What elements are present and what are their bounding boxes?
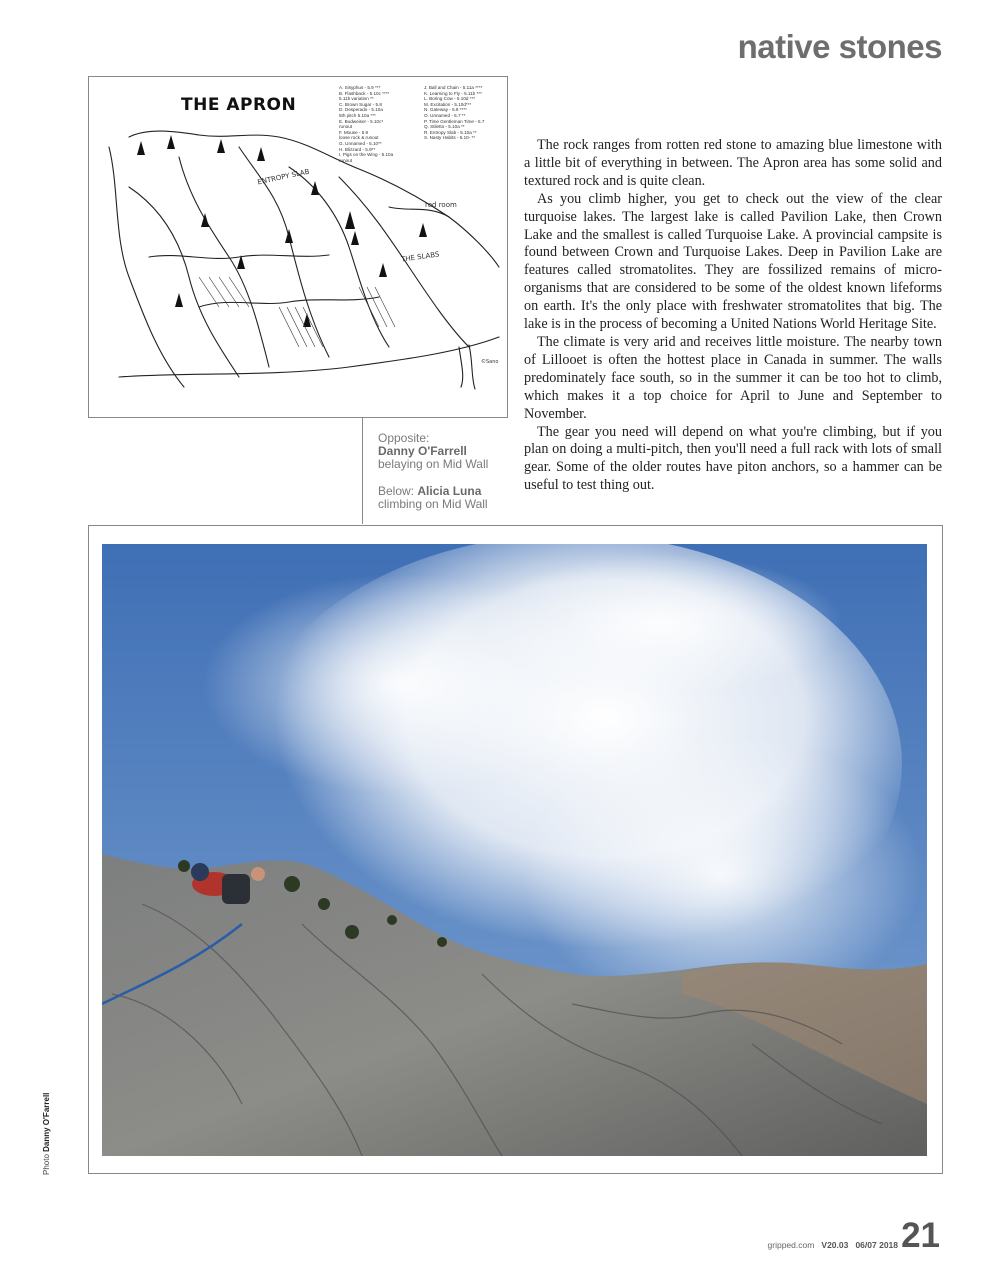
- credit-label: Photo: [42, 1154, 51, 1175]
- caption-below-label: Below:: [378, 484, 415, 498]
- caption-below-name: Alicia Luna: [417, 484, 482, 498]
- page-footer: [768, 1240, 898, 1250]
- legend-entry: I. Pigs on the Wing - 5.10a: [339, 152, 394, 158]
- page-number: 21: [901, 1216, 940, 1255]
- legend-entry: A. Sisyphus - 5.9 ***: [339, 85, 381, 90]
- map-label-entropy: ENTROPY SLAB: [256, 167, 311, 187]
- footer-volume: V20.03: [821, 1240, 849, 1250]
- legend-entry: E. Budweiser - 5.10c*: [339, 118, 384, 124]
- legend-entry: runout: [339, 157, 353, 163]
- legend-entry: runout: [339, 124, 353, 130]
- legend-entry: R. Entropy Slab - 5.10a **: [424, 129, 477, 135]
- legend-entry: loose rock & runout: [339, 135, 379, 141]
- legend-entry: K. Learning to Fly - 5.11b ***: [424, 90, 482, 96]
- article-paragraph: The rock ranges from rotten red stone to amazing blue limestone with a little bit of everything in between. The Apron area has some solid and textured rock and is quite clean.: [524, 137, 942, 189]
- caption-opposite-name: Danny O'Farrell: [378, 444, 467, 458]
- legend-entry: O. Unnamed - 5.7 **: [424, 112, 466, 118]
- legend-entry: L. Boring Cow - 5.10d ***: [424, 96, 476, 102]
- caption-below-text: climbing on Mid Wall: [378, 497, 488, 511]
- article-paragraph: The climate is very arid and receives little moisture. The nearby town of Lillooet is often the hottest place in Canada in summer. The walls predominately face south, so in the summer it can be too hot to climb, which makes it a top choice for April to June and September to November.: [524, 333, 942, 422]
- article-paragraph: The gear you need will depend on what you're climbing, but if you plan on doing a multi-pitch, then you'll need a full rack with lots of small gear. Some of the older routes have piton anchors, so a hammer can be useful to test thing out.: [524, 423, 942, 494]
- map-label-red-room: red room: [425, 201, 457, 209]
- legend-entry: D. Desperado - 5.10a: [339, 107, 383, 113]
- credit-name: Danny O'Farrell: [42, 1092, 51, 1152]
- footer-date: 06/07 2018: [855, 1240, 898, 1250]
- caption-opposite-text: belaying on Mid Wall: [378, 457, 489, 471]
- map-copyright: ©Sano: [481, 359, 499, 365]
- legend-entry: P. Time Gentleman Time - 5.7: [424, 118, 485, 124]
- legend-entry: M. Excitation - 5.10d***: [424, 101, 472, 107]
- legend-entry: F. Mouse - 5.9: [339, 129, 369, 135]
- legend-entry: H. Blizzard - 5.9**: [339, 146, 376, 152]
- map-title: THE APRON: [181, 95, 297, 115]
- section-title: native stones: [737, 28, 942, 65]
- caption-rule: [362, 418, 363, 524]
- legend-entry: C. Brown Sugar - 5.8: [339, 101, 382, 107]
- photo-credit: [42, 1093, 51, 1175]
- photo-caption: [378, 432, 508, 525]
- legend-entry: 5th pitch 5.10a ***: [339, 112, 376, 118]
- apron-topo-map: [88, 76, 508, 418]
- legend-entry: 5.11b variation **: [339, 96, 374, 102]
- legend-entry: J. Ball and Chain - 5.11a ****: [424, 85, 483, 90]
- caption-opposite-label: Opposite:: [378, 431, 430, 445]
- legend-entry: G. Unnamed - 5.10**: [339, 140, 382, 146]
- footer-site: gripped.com: [767, 1240, 815, 1250]
- legend-entry: S. Nasty Habits - 5.10- **: [424, 135, 476, 141]
- map-legend-left: [339, 85, 393, 163]
- article-paragraph: As you climb higher, you get to check out the view of the clear turquoise lakes. The largest lake is called Pavilion Lake, then Crown Lake and the smallest is called Turquoise Lake. A provincial campsite is found between Crown and Turquoise Lakes. Deep in Pavilion Lake are features called stromatolites. They are fossilized remains of micro-organisms that are considered to be some of the oldest known lifeforms on earth. It's the only place with freshwater stromatolites that big. The lake is in the process of becoming a United Nations World Heritage Site.: [524, 190, 942, 333]
- map-legend-right: [424, 85, 484, 141]
- legend-entry: B. Flashback - 5.10c ****: [339, 90, 390, 96]
- legend-entry: N. Gateway - 5.9 ****: [424, 107, 467, 113]
- map-label-slabs: THE SLABS: [400, 250, 440, 264]
- article-body: [524, 137, 942, 495]
- climbing-photo: [102, 544, 927, 1156]
- legend-entry: Q. Stiletto - 5.10a **: [424, 124, 465, 130]
